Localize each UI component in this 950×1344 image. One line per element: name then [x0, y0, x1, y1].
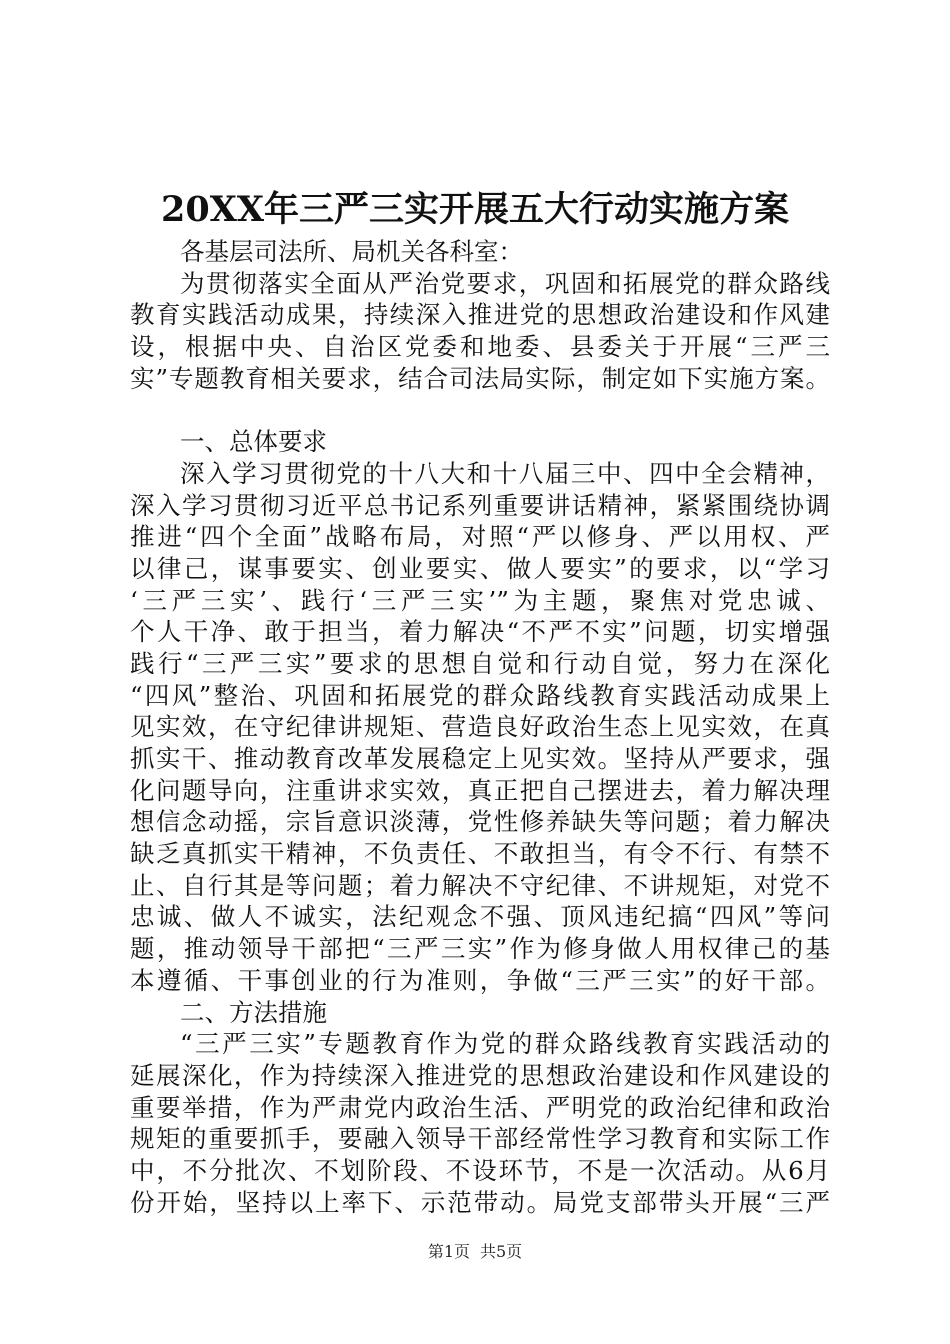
- paragraph-line: 忠诚、做人不诚实，法纪观念不强、顶风违纪搞“四风”等问: [130, 902, 830, 932]
- paragraph-line: 中，不分批次、不划阶段、不设环节，不是一次活动。从6月: [130, 1155, 830, 1185]
- paragraph-line: 化问题导向，注重讲求实效，真正把自己摆进去，着力解决理: [130, 775, 830, 805]
- paragraph-line: 践行“三严三实”要求的思想自觉和行动自觉，努力在深化: [130, 648, 830, 678]
- paragraph-line: 为贯彻落实全面从严治党要求，巩固和拓展党的群众路线: [180, 268, 830, 298]
- paragraph-line: 本遵循、干事创业的行为准则，争做“三严三实”的好干部。: [130, 965, 830, 995]
- paragraph-line: 份开始，坚持以上率下、示范带动。局党支部带头开展“三严: [130, 1187, 830, 1217]
- paragraph-line: 以律己，谋事要实、创业要实、做人要实”的要求，以“学习: [130, 553, 830, 583]
- paragraph-line: 重要举措，作为严肃党内政治生活、严明党的政治纪律和政治: [130, 1092, 830, 1122]
- paragraph-line: 教育实践活动成果，持续深入推进党的思想政治建设和作风建: [130, 300, 830, 330]
- paragraph-line: 设，根据中央、自治区党委和地委、县委关于开展“三严三: [130, 332, 830, 362]
- paragraph-line: 深入学习贯彻党的十八大和十八届三中、四中全会精神，: [180, 458, 830, 488]
- document-title: 20XX年三严三实开展五大行动实施方案: [160, 189, 790, 230]
- paragraph-line: 题，推动领导干部把“三严三实”作为修身做人用权律己的基: [130, 934, 830, 964]
- paragraph-line: 延展深化，作为持续深入推进党的思想政治建设和作风建设的: [130, 1060, 830, 1090]
- paragraph-line: 实”专题教育相关要求，结合司法局实际，制定如下实施方案。: [130, 363, 830, 393]
- document-body: [130, 236, 830, 1218]
- paragraph-line: “四风”整治、巩固和拓展党的群众路线教育实践活动成果上: [130, 680, 830, 710]
- paragraph-line: 规矩的重要抓手，要融入领导干部经常性学习教育和实际工作: [130, 1124, 830, 1154]
- paragraph-line: 抓实干、推动教育改革发展稳定上见实效。坚持从严要求，强: [130, 744, 830, 773]
- paragraph-line: 想信念动摇，宗旨意识淡薄，党性修养缺失等问题；着力解决: [130, 807, 830, 837]
- section-heading: 二、方法措施: [180, 997, 327, 1027]
- paragraph-line: 缺乏真抓实干精神，不负责任、不敢担当，有令不行、有禁不: [130, 839, 830, 869]
- paragraph-line: “三严三实”专题教育作为党的群众路线教育实践活动的: [180, 1029, 830, 1059]
- section-heading: 一、总体要求: [180, 427, 327, 457]
- paragraph-line: 见实效，在守纪律讲规矩、营造良好政治生态上见实效，在真: [130, 712, 830, 742]
- paragraph-line: 推进“四个全面”战略布局，对照“严以修身、严以用权、严: [130, 522, 830, 552]
- paragraph-line: 深入学习贯彻习近平总书记系列重要讲话精神，紧紧围绕协调: [130, 490, 830, 520]
- paragraph-gap: [130, 394, 830, 426]
- paragraph-line: 个人干净、敢于担当，着力解决“不严不实”问题，切实增强: [130, 617, 830, 647]
- page-number: 第1页: [427, 1242, 470, 1261]
- paragraph-line: 止、自行其是等问题；着力解决不守纪律、不讲规矩，对党不: [130, 870, 830, 900]
- page-total: 共5页: [480, 1242, 523, 1261]
- paragraph-line: ‘三严三实’、践行‘三严三实’”为主题，聚焦对党忠诚、: [130, 585, 830, 615]
- page-footer: [0, 1240, 950, 1264]
- salutation: 各基层司法所、局机关各科室：: [180, 237, 523, 266]
